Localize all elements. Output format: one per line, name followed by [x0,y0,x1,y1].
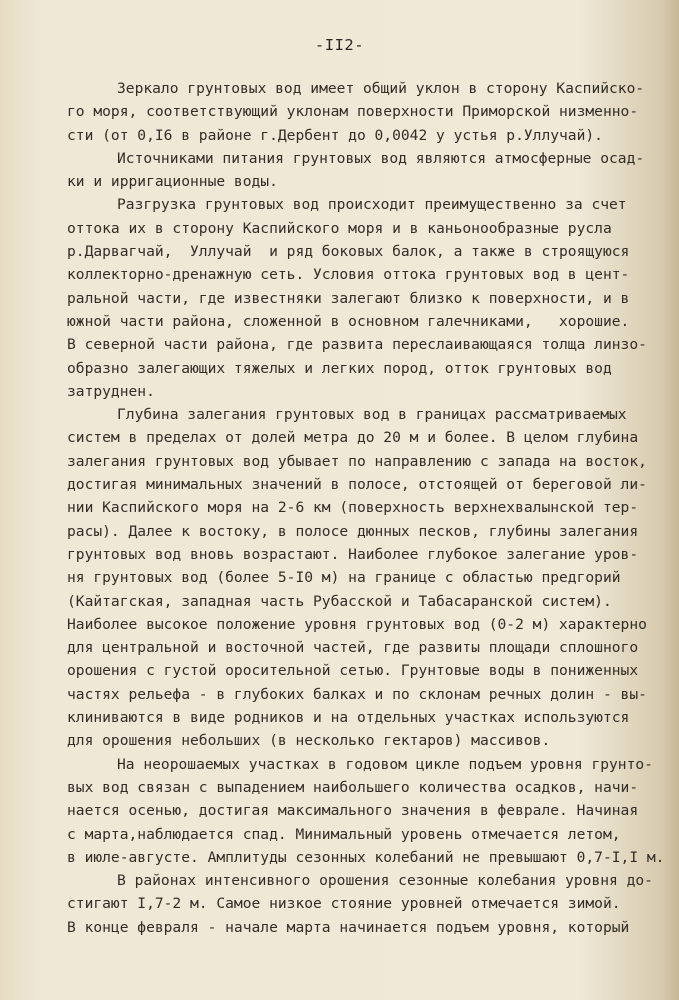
text-line: расы). Далее к востоку, в полосе дюнных песков, глубины залегания [67,522,639,540]
text-line: р.Дарвагчай, Уллучай и ряд боковых балок, а также в строящуюся [67,243,630,261]
text-line: стигают I,7-2 м. Самое низкое стояние уровней отмечается зимой. [67,895,621,913]
text-line: грунтовых вод вновь возрастают. Наиболее глубокое залегание уров- [67,545,639,563]
text-line: орошения с густой оросительной сетью. Грунтовые воды в пониженных [67,662,639,680]
paragraph [67,403,672,752]
paragraph [67,77,672,147]
text-line: с марта,наблюдается спад. Минимальный уровень отмечается летом, [67,825,621,843]
text-line: залегания грунтовых вод убывает по направлению с запада на восток, [67,452,647,470]
text-line: сти (от 0,I6 в районе г.Дербент до 0,0042 у устья р.Уллучай). [67,126,603,144]
text-line: достигая минимальных значений в полосе, отстоящей от береговой ли- [67,476,647,494]
text-line: коллекторно-дренажную сеть. Условия оттока грунтовых вод в цент- [67,266,630,284]
text-line: Наиболее высокое положение уровня грунтовых вод (0-2 м) характерно [67,615,647,633]
text-line: ральной части, где известняки залегают близко к поверхности, и в [67,289,630,307]
text-line: нии Каспийского моря на 2-6 км (поверхность верхнехвалынской тер- [67,499,639,517]
text-line: Разгрузка грунтовых вод происходит преимущественно за счет [117,196,627,214]
paragraph [67,753,672,869]
text-line: частях рельефа - в глубоких балках и по склонам речных долин - вы- [67,685,647,703]
text-line: На неорошаемых участках в годовом цикле подъем уровня грунто- [117,755,653,773]
text-line: клиниваются в виде родников и на отдельных участках используются [67,709,630,727]
text-line: В северной части района, где развита переслаивающаяся толща линзо- [67,336,647,354]
paragraph [67,193,672,403]
text-line: оттока их в сторону Каспийского моря и в каньонообразные русла [67,219,612,237]
text-line: Глубина залегания грунтовых вод в границах рассматриваемых [117,406,627,424]
text-line: систем в пределах от долей метра до 20 м и более. В целом глубина [67,429,639,447]
text-line: в июле-августе. Амплитуды сезонных колебаний не превышают 0,7-I,I м. [67,848,665,866]
text-line: для орошения небольших (в несколько гектаров) массивов. [67,732,551,750]
text-line: для центральной и восточной частей, где развиты площади сплошного [67,639,639,657]
page-number: -II2- [314,36,365,54]
text-line: затруднен. [67,382,155,400]
text-line: В конце февраля - начале марта начинается подъем уровня, который [67,918,630,936]
text-line: (Кайтагская, западная часть Рубасской и Табасаранской систем). [67,592,612,610]
text-line: вых вод связан с выпадением наибольшего количества осадков, начи- [67,778,639,796]
text-line: го моря, соответствующий уклонам поверхности Приморской низменно- [67,103,639,121]
document-body [67,77,672,939]
paragraph [67,147,672,194]
text-line: Зеркало грунтовых вод имеет общий уклон в сторону Каспийско- [117,80,645,97]
paragraph [67,869,672,939]
text-line: образно залегающих тяжелых и легких пород, отток грунтовых вод [67,359,612,377]
text-line: В районах интенсивного орошения сезонные колебания уровня до- [117,872,653,890]
text-line: нается осенью, достигая максимального значения в феврале. Начиная [67,802,639,820]
text-line: южной части района, сложенной в основном галечниками, хорошие. [67,312,630,330]
text-line: ня грунтовых вод (более 5-I0 м) на границе с областью предгорий [67,569,621,587]
text-line: Источниками питания грунтовых вод являются атмосферные осад- [117,149,645,167]
text-line: ки и ирригационные воды. [67,173,278,191]
